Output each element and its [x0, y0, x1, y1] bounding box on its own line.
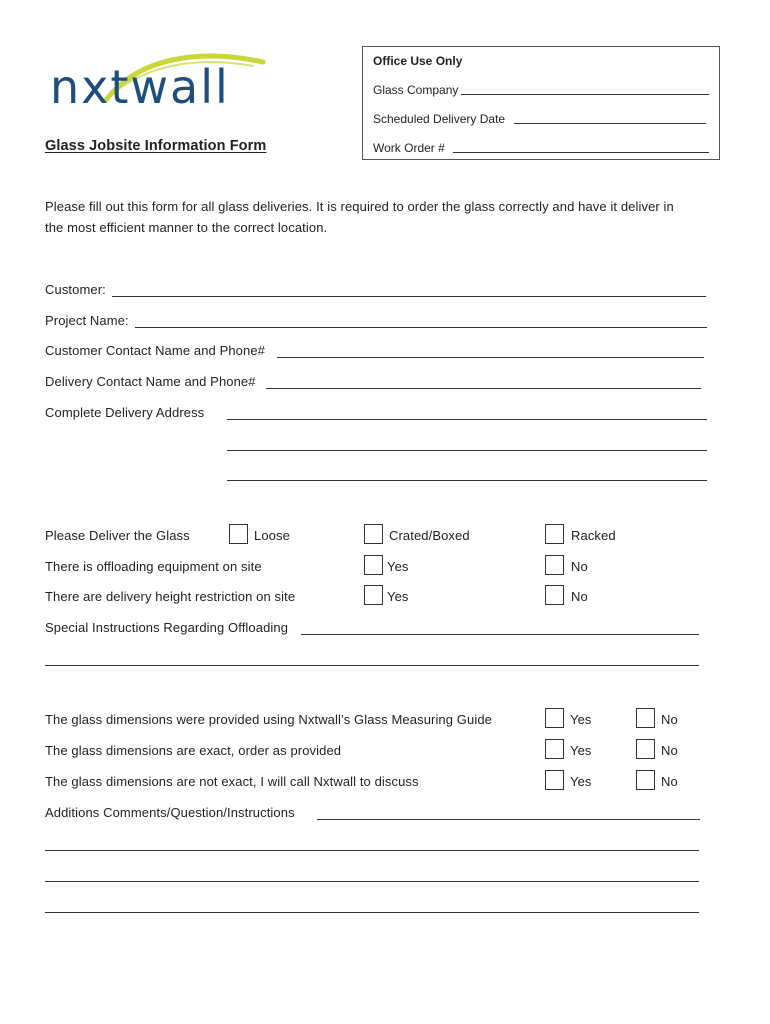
additional-comments-field-2[interactable]: [45, 850, 699, 851]
deliver-glass-label: Please Deliver the Glass: [45, 528, 190, 543]
additional-comments-label: Additions Comments/Question/Instructions: [45, 805, 295, 820]
customer-contact-label: Customer Contact Name and Phone#: [45, 343, 265, 358]
height-yes-checkbox[interactable]: [364, 585, 383, 605]
offloading-no-checkbox[interactable]: [545, 555, 564, 575]
offloading-yes-checkbox[interactable]: [364, 555, 383, 575]
customer-label: Customer:: [45, 282, 106, 297]
dimensions-not-exact-yes-label: Yes: [570, 774, 592, 789]
offloading-label: There is offloading equipment on site: [45, 559, 262, 574]
racked-checkbox[interactable]: [545, 524, 564, 544]
scheduled-delivery-date-label: Scheduled Delivery Date: [373, 112, 506, 126]
crated-boxed-label: Crated/Boxed: [389, 528, 470, 543]
glass-company-field[interactable]: [461, 94, 709, 95]
dimensions-not-exact-no-checkbox[interactable]: [636, 770, 655, 790]
dimensions-exact-yes-label: Yes: [570, 743, 592, 758]
special-instructions-field-2[interactable]: [45, 665, 699, 666]
dimensions-exact-label: The glass dimensions are exact, order as provided: [45, 743, 342, 758]
loose-label: Loose: [254, 528, 290, 543]
height-restriction-label: There are delivery height restriction on site: [45, 589, 296, 604]
dimensions-exact-no-checkbox[interactable]: [636, 739, 655, 759]
scheduled-delivery-date-field[interactable]: [514, 123, 706, 124]
office-use-heading: Office Use Only: [373, 54, 463, 68]
additional-comments-field-3[interactable]: [45, 881, 699, 882]
delivery-address-line-2[interactable]: [227, 450, 707, 451]
dimensions-not-exact-yes-checkbox[interactable]: [545, 770, 564, 790]
special-instructions-field-1[interactable]: [301, 634, 699, 635]
racked-label: Racked: [571, 528, 616, 543]
dimensions-guide-no-checkbox[interactable]: [636, 708, 655, 728]
customer-contact-field[interactable]: [277, 357, 704, 358]
delivery-address-line-1[interactable]: [227, 419, 707, 420]
glass-company-label: Glass Company: [373, 83, 459, 97]
delivery-address-line-3[interactable]: [227, 480, 707, 481]
special-instructions-label: Special Instructions Regarding Offloading: [45, 620, 289, 635]
additional-comments-field-4[interactable]: [45, 912, 699, 913]
dimensions-exact-yes-checkbox[interactable]: [545, 739, 564, 759]
logo: [48, 48, 268, 118]
intro-line-2: the most efficient manner to the correct location.: [45, 220, 328, 235]
work-order-label: Work Order #: [373, 141, 445, 155]
crated-boxed-checkbox[interactable]: [364, 524, 383, 544]
delivery-contact-field[interactable]: [266, 388, 701, 389]
work-order-field[interactable]: [453, 152, 709, 153]
project-name-label: Project Name:: [45, 313, 129, 328]
intro-line-1: Please fill out this form for all glass deliveries. It is required to order the glass correctly and have it deliver in: [45, 199, 674, 214]
office-use-box: [362, 46, 720, 160]
height-yes-label: Yes: [387, 589, 409, 604]
dimensions-guide-no-label: No: [661, 712, 678, 727]
offloading-no-label: No: [571, 559, 588, 574]
dimensions-guide-yes-label: Yes: [570, 712, 592, 727]
additional-comments-field-1[interactable]: [317, 819, 700, 820]
dimensions-guide-yes-checkbox[interactable]: [545, 708, 564, 728]
dimensions-exact-no-label: No: [661, 743, 678, 758]
loose-checkbox[interactable]: [229, 524, 248, 544]
logo-wordmark: nxtwall: [50, 60, 230, 114]
dimensions-not-exact-label: The glass dimensions are not exact, I will call Nxtwall to discuss: [45, 774, 419, 789]
delivery-address-label: Complete Delivery Address: [45, 405, 205, 420]
height-no-checkbox[interactable]: [545, 585, 564, 605]
dimensions-not-exact-no-label: No: [661, 774, 678, 789]
offloading-yes-label: Yes: [387, 559, 409, 574]
delivery-contact-label: Delivery Contact Name and Phone#: [45, 374, 256, 389]
height-no-label: No: [571, 589, 588, 604]
project-name-field[interactable]: [135, 327, 707, 328]
form-title: Glass Jobsite Information Form: [45, 138, 267, 154]
dimensions-guide-label: The glass dimensions were provided using Nxtwall’s Glass Measuring Guide: [45, 712, 492, 727]
customer-field[interactable]: [112, 296, 706, 297]
